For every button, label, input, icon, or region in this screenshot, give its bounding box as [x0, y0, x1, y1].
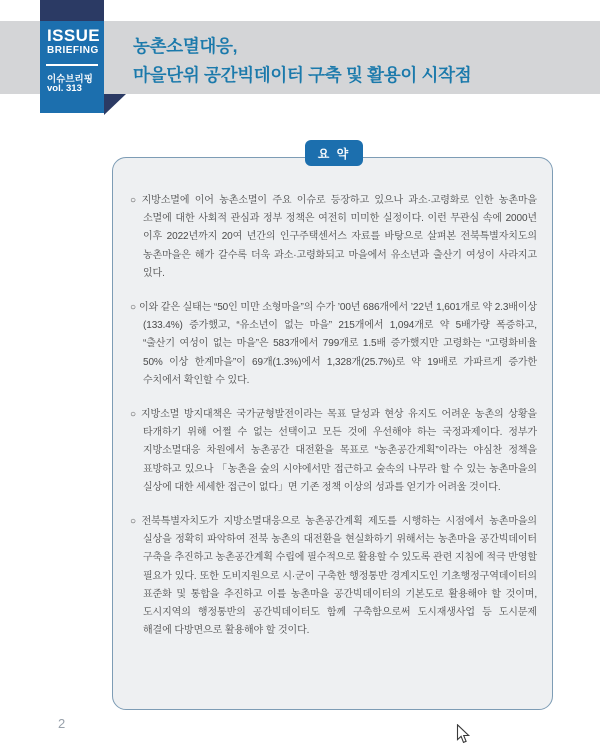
bullet-icon: ○	[130, 302, 136, 314]
paragraph-text: 지방소멸에 이어 농촌소멸이 주요 이슈로 등장하고 있으나 과소·고령화로 인한 농촌마을 소멸에 대한 사회적 관심과 정부 정책은 여전히 미미한 실정이다. 이런 무관심 속에 2000년 이후 2022년까지 20여 년간의 인구주택센서스 자료를 바탕으로 살펴본 전북특별자치도의 농촌마을은 해가 갈수록 더욱 과소·고령화되고 마을에서 유소년과 출산기 여성이 사라지고 있다.	[141, 195, 537, 279]
bullet-icon: ○	[130, 195, 139, 206]
ribbon-cap	[40, 0, 104, 21]
summary-paragraph	[130, 513, 537, 640]
summary-paragraph	[130, 192, 537, 283]
brand-title-briefing: BRIEFING	[47, 45, 99, 56]
summary-tab	[305, 140, 363, 166]
brand-title-issue: ISSUE	[47, 26, 101, 45]
summary-paragraph	[130, 299, 537, 390]
summary-body	[113, 158, 552, 709]
ribbon-fold-triangle	[104, 94, 126, 115]
bullet-icon: ○	[130, 409, 138, 421]
bullet-icon: ○	[130, 516, 139, 528]
summary-paragraph	[130, 406, 537, 497]
document-title-line1: 농촌소멸대응,	[133, 36, 238, 56]
brand-subtitle: 이슈브리핑	[47, 74, 93, 85]
page-number: 2	[58, 716, 66, 731]
mouse-cursor-icon	[456, 724, 472, 744]
paragraph-text: 지방소멸 방지대책은 국가균형발전이라는 목표 달성과 현상 유지도 어려운 농촌의 상황을 타개하기 위해 어쩔 수 없는 선택이고 모든 것에 우선해야 하는 국정과제이다. 정부가 지방소멸대응 차원에서 농촌공간 대전환을 목표로 “농촌공간계획”이라는 야심찬 정책을 표방하고 있으나 「농촌을 숲의 시야에서만 접근하고 숲속의 나무라 할 수 있는 농촌마을의 실상에 대한 세세한 접근이 없다」면 기존 정책 이상의 성과를 얻기가 어려울 것이다.	[140, 409, 537, 493]
document-title-line2: 마을단위 공간빅데이터 구축 및 활용이 시작점	[133, 65, 472, 85]
ribbon-divider	[46, 64, 98, 66]
document-title	[133, 32, 471, 90]
summary-tab-label: 요 약	[317, 146, 351, 161]
paragraph-text: 전북특별자치도가 지방소멸대응으로 농촌공간계획 제도를 시행하는 시점에서 농촌마을의 실상을 정확히 파악하여 전북 농촌의 대전환을 현실화하기 위해서는 농촌마을 공간빅데이터 구축을 추진하고 농촌공간계획 수립에 필수적으로 활용할 수 있도록 관련 지침에 적극 반영할 필요가 있다. 또한 도비지원으로 시·군이 구축한 행정통반 경계지도인 기초행정구역데이터의 표준화 및 통합을 추진하고 이를 농촌마을 공간빅데이터의 기본도로 활용해야 할 것이며, 도시지역의 행정통반의 공간빅데이터도 함께 구축함으로써 도시재생사업 등 도시문제 해결에 다방면으로 활용해야 할 것이다.	[141, 516, 537, 637]
brand-volume: vol. 313	[47, 83, 82, 94]
paragraph-text: 이와 같은 실태는 “50인 미만 소형마을”의 수가 ’00년 686개에서 ’22년 1,601개로 약 2.3배이상(133.4%) 증가했고, “유소년이 없는 마을” 215개에서 1,094개로 약 5배가량 폭증하고, “출산기 여성이 없는 마을”은 583개에서 799개로 1.5배 증가했지만 고령화는 “고령화비율 50% 이상 한계마을”이 69개(1.3%)에서 1,328개(25.7%)로 약 19배로 가파르게 증가한 수치에서 확인할 수 있다.	[138, 302, 537, 386]
summary-box	[112, 157, 553, 710]
brand-ribbon	[40, 0, 104, 113]
